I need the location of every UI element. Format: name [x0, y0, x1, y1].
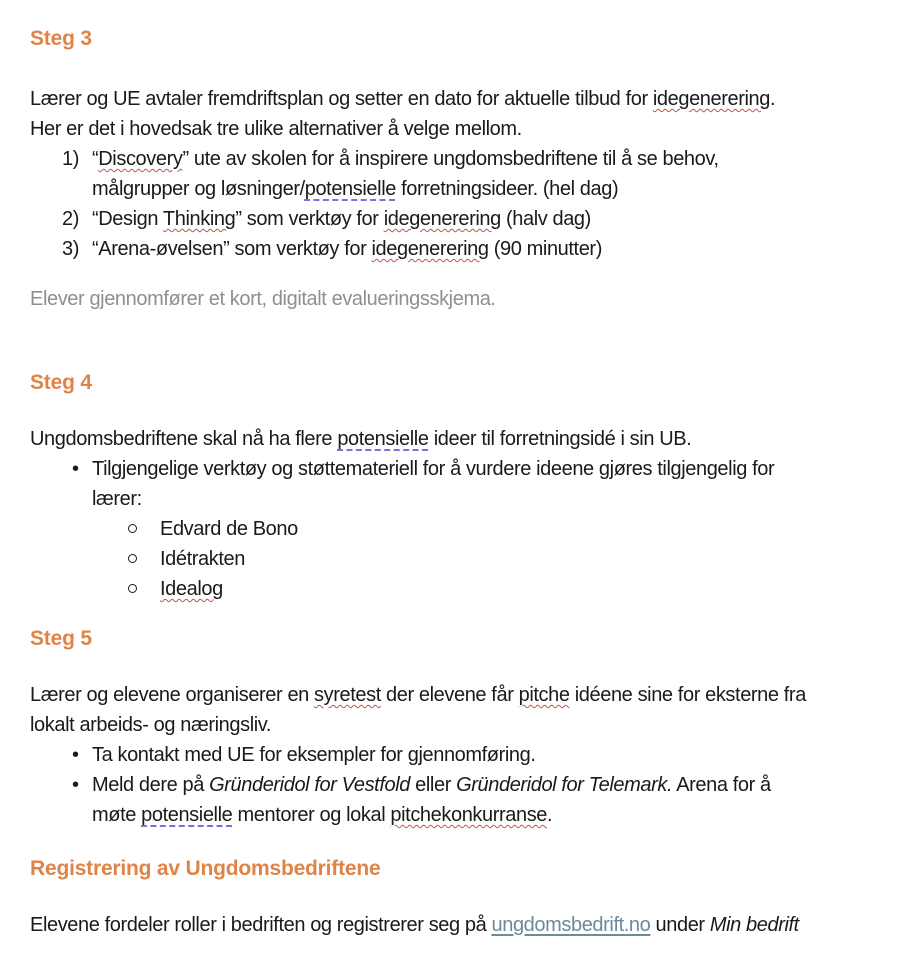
text-run: idegenerering: [371, 238, 489, 260]
text-run: .: [547, 804, 553, 826]
ungdomsbedrift-link[interactable]: ungdomsbedrift.no: [491, 914, 651, 936]
steg5-intro-paragraph: [30, 680, 892, 740]
section-steg4-heading: Steg 4: [30, 371, 92, 394]
text-run: ” som verktøy for: [235, 208, 384, 230]
text-run: Ungdomsbedriftene skal nå ha flere: [30, 428, 338, 450]
evaluation-note: Elever gjennomfører et kort, digitalt evalueringsskjema.: [30, 288, 496, 310]
numbered-item: [62, 204, 892, 234]
text-run: Gründeridol for Telemark.: [456, 774, 673, 796]
bullet-list: [30, 740, 892, 830]
text-run: potensielle: [304, 178, 396, 200]
text-run: Meld dere på: [92, 774, 210, 796]
text-run: pitchekonkurranse: [390, 804, 548, 826]
list-item-text: [160, 544, 892, 574]
text-run: forretningsideer. (hel dag): [395, 178, 619, 200]
circle-bullet-icon: [128, 544, 160, 563]
steg3-intro-paragraph: [30, 84, 892, 144]
text-run: ” ute av skolen for å inspirere ungdomsbedriftene til å se behov,: [182, 148, 719, 170]
text-run: Lærer og elevene organiserer en: [30, 684, 315, 706]
text-run: “: [92, 148, 99, 170]
list-item-text: [92, 204, 892, 234]
list-item-text: [92, 770, 892, 830]
bullet-item: [72, 740, 892, 770]
list-number: 3): [62, 238, 79, 260]
text-run: lærer:: [92, 488, 142, 510]
bullet-item: [72, 770, 892, 830]
text-run: Gründeridol for Vestfold: [209, 774, 410, 796]
text-run: (halv dag): [500, 208, 591, 230]
text-run: Lærer og UE avtaler fremdriftsplan og setter en dato for aktuelle tilbud for: [30, 88, 653, 110]
text-run: Tilgjengelige verktøy og støttemateriell for å vurdere ideene gjøres tilgjengelig for: [92, 458, 775, 480]
text-run: “Arena-øvelsen” som verktøy for: [92, 238, 372, 260]
sub-bullet-item: [128, 544, 892, 574]
bullet-icon: •: [72, 744, 79, 766]
steg4-intro-paragraph: [30, 424, 892, 454]
text-run: lokalt arbeids- og næringsliv.: [30, 714, 272, 736]
list-item-text: [92, 234, 892, 264]
text-run: Idétrakten: [160, 548, 245, 570]
text-run: syretest: [314, 684, 381, 706]
section-steg5-heading: Steg 5: [30, 627, 92, 650]
bullet-list: [30, 454, 892, 514]
text-run: Ta kontakt med UE for eksempler for gjennomføring.: [92, 744, 536, 766]
text-run: Discovery: [98, 148, 183, 170]
text-run: Thinking: [162, 208, 236, 230]
text-run: under: [650, 914, 710, 936]
text-run: målgrupper og løsninger/: [92, 178, 305, 200]
numbered-item: [62, 144, 892, 204]
bullet-item: [72, 454, 892, 514]
sub-bullet-list: [30, 514, 892, 604]
sub-bullet-item: [128, 574, 892, 604]
bullet-icon: •: [72, 458, 79, 480]
section-steg3-heading: Steg 3: [30, 27, 92, 50]
circle-bullet-icon: [128, 514, 160, 533]
list-number: 2): [62, 208, 79, 230]
list-item-text: [92, 144, 892, 204]
sub-bullet-item: [128, 514, 892, 544]
text-run: idegenerering: [383, 208, 501, 230]
text-run: pitche: [518, 684, 570, 706]
list-item-text: [160, 514, 892, 544]
text-run: idéene sine for eksterne fra: [569, 684, 806, 706]
text-run: Arena for å: [672, 774, 771, 796]
list-item-text: [92, 740, 892, 770]
list-item-text: [92, 454, 892, 514]
text-run: Min bedrift: [709, 914, 799, 936]
text-run: potensielle: [337, 428, 429, 450]
text-run: eller: [410, 774, 457, 796]
text-run: ideer til forretningsidé i sin UB.: [428, 428, 692, 450]
text-run: der elevene får: [380, 684, 519, 706]
text-run: Edvard de Bono: [160, 518, 298, 540]
registration-heading: Registrering av Ungdomsbedriftene: [30, 857, 381, 880]
numbered-item: [62, 234, 892, 264]
text-run: Idealog: [160, 578, 223, 600]
text-run: idegenerering: [652, 88, 770, 110]
list-item-text: [160, 574, 892, 604]
text-run: Her er det i hovedsak tre ulike alternativer å velge mellom.: [30, 118, 522, 140]
text-run: (90 minutter): [488, 238, 602, 260]
text-run: Elevene fordeler roller i bedriften og registrerer seg på: [30, 914, 492, 936]
circle-bullet-icon: [128, 574, 160, 593]
text-run: mentorer og lokal: [232, 804, 391, 826]
registration-paragraph: [30, 910, 892, 940]
text-run: “Design: [92, 208, 163, 230]
text-run: møte: [92, 804, 142, 826]
bullet-icon: •: [72, 774, 79, 796]
list-number: 1): [62, 148, 79, 170]
text-run: .: [770, 88, 776, 110]
numbered-list: [30, 144, 892, 264]
text-run: potensielle: [141, 804, 233, 826]
